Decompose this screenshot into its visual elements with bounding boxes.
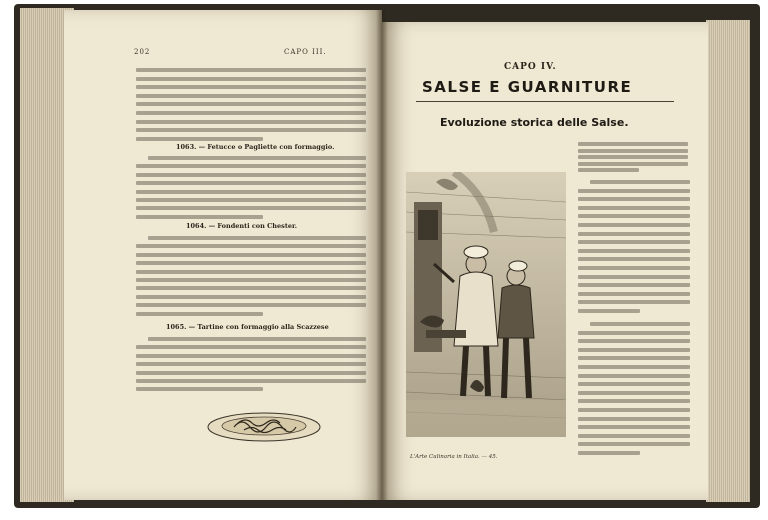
text-line xyxy=(578,434,690,438)
text-line xyxy=(578,168,639,172)
text-line xyxy=(136,85,366,89)
text-line xyxy=(136,102,366,106)
text-line xyxy=(136,261,366,265)
text-line xyxy=(136,94,366,98)
text-line xyxy=(136,120,366,124)
text-line xyxy=(590,322,690,326)
text-line xyxy=(148,337,366,341)
text-line xyxy=(136,278,366,282)
text-line xyxy=(578,206,690,210)
text-line xyxy=(578,300,690,304)
text-line xyxy=(136,270,366,274)
chapter-label: CAPO IV. xyxy=(504,62,557,72)
text-line xyxy=(578,142,688,146)
text-line xyxy=(578,442,690,446)
text-line xyxy=(578,425,690,429)
text-line xyxy=(578,232,690,236)
text-line xyxy=(578,189,690,193)
text-line xyxy=(136,303,366,307)
text-line xyxy=(578,292,690,296)
text-line xyxy=(578,266,690,270)
recipe-heading-1065: 1065. — Tartine con formaggio alla Scazzese xyxy=(166,323,329,331)
text-line xyxy=(578,408,690,412)
text-line xyxy=(578,365,690,369)
text-line xyxy=(578,374,690,378)
left-page xyxy=(64,10,382,500)
text-line xyxy=(136,68,366,72)
dish-illustration xyxy=(204,405,324,445)
text-line xyxy=(590,180,690,184)
text-line xyxy=(136,190,366,194)
text-line xyxy=(136,379,366,383)
text-line xyxy=(136,198,366,202)
title-rule xyxy=(416,101,674,102)
text-line xyxy=(578,283,690,287)
section-subtitle: Evoluzione storica delle Salse. xyxy=(440,116,629,129)
recipe-heading-1063: 1063. — Fetucce o Pagliette con formaggio. xyxy=(176,143,335,151)
text-line xyxy=(578,275,690,279)
text-line xyxy=(136,244,366,248)
text-line xyxy=(136,371,366,375)
text-line xyxy=(136,215,263,219)
cooks-engraving xyxy=(406,172,566,437)
running-head: CAPO III. xyxy=(284,48,327,56)
text-line xyxy=(578,214,690,218)
text-line xyxy=(136,286,366,290)
text-line xyxy=(578,162,688,166)
text-line xyxy=(136,354,366,358)
text-line xyxy=(136,312,263,316)
text-line xyxy=(136,253,366,257)
illustration-caption: L'Arte Culinaria in Italia. — 45. xyxy=(410,454,498,460)
text-line xyxy=(136,173,366,177)
text-line xyxy=(136,387,263,391)
text-line xyxy=(136,206,366,210)
text-line xyxy=(578,399,690,403)
text-line xyxy=(136,345,366,349)
text-line xyxy=(136,181,366,185)
text-line xyxy=(578,155,688,159)
text-line xyxy=(136,362,366,366)
text-line xyxy=(578,309,640,313)
text-line xyxy=(578,339,690,343)
text-line xyxy=(136,295,366,299)
text-line xyxy=(578,348,690,352)
text-line xyxy=(578,451,640,455)
text-line xyxy=(578,240,690,244)
text-line xyxy=(136,128,366,132)
page-number: 202 xyxy=(134,48,151,56)
text-line xyxy=(136,77,366,81)
recipe-heading-1064: 1064. — Fondenti con Chester. xyxy=(186,222,298,230)
text-line xyxy=(578,356,690,360)
text-line xyxy=(148,156,366,160)
text-line xyxy=(148,236,366,240)
text-line xyxy=(578,257,690,261)
text-line xyxy=(136,111,366,115)
book-gutter xyxy=(376,10,388,500)
right-page-edges xyxy=(706,20,750,502)
text-line xyxy=(578,197,690,201)
text-line xyxy=(578,149,688,153)
text-line xyxy=(578,391,690,395)
text-line xyxy=(578,331,690,335)
text-line xyxy=(578,223,690,227)
text-line xyxy=(136,164,366,168)
text-line xyxy=(578,249,690,253)
text-line xyxy=(578,417,690,421)
text-line xyxy=(136,137,263,141)
text-line xyxy=(578,382,690,386)
chapter-title: SALSE E GUARNITURE xyxy=(422,78,633,96)
right-page xyxy=(382,22,708,500)
